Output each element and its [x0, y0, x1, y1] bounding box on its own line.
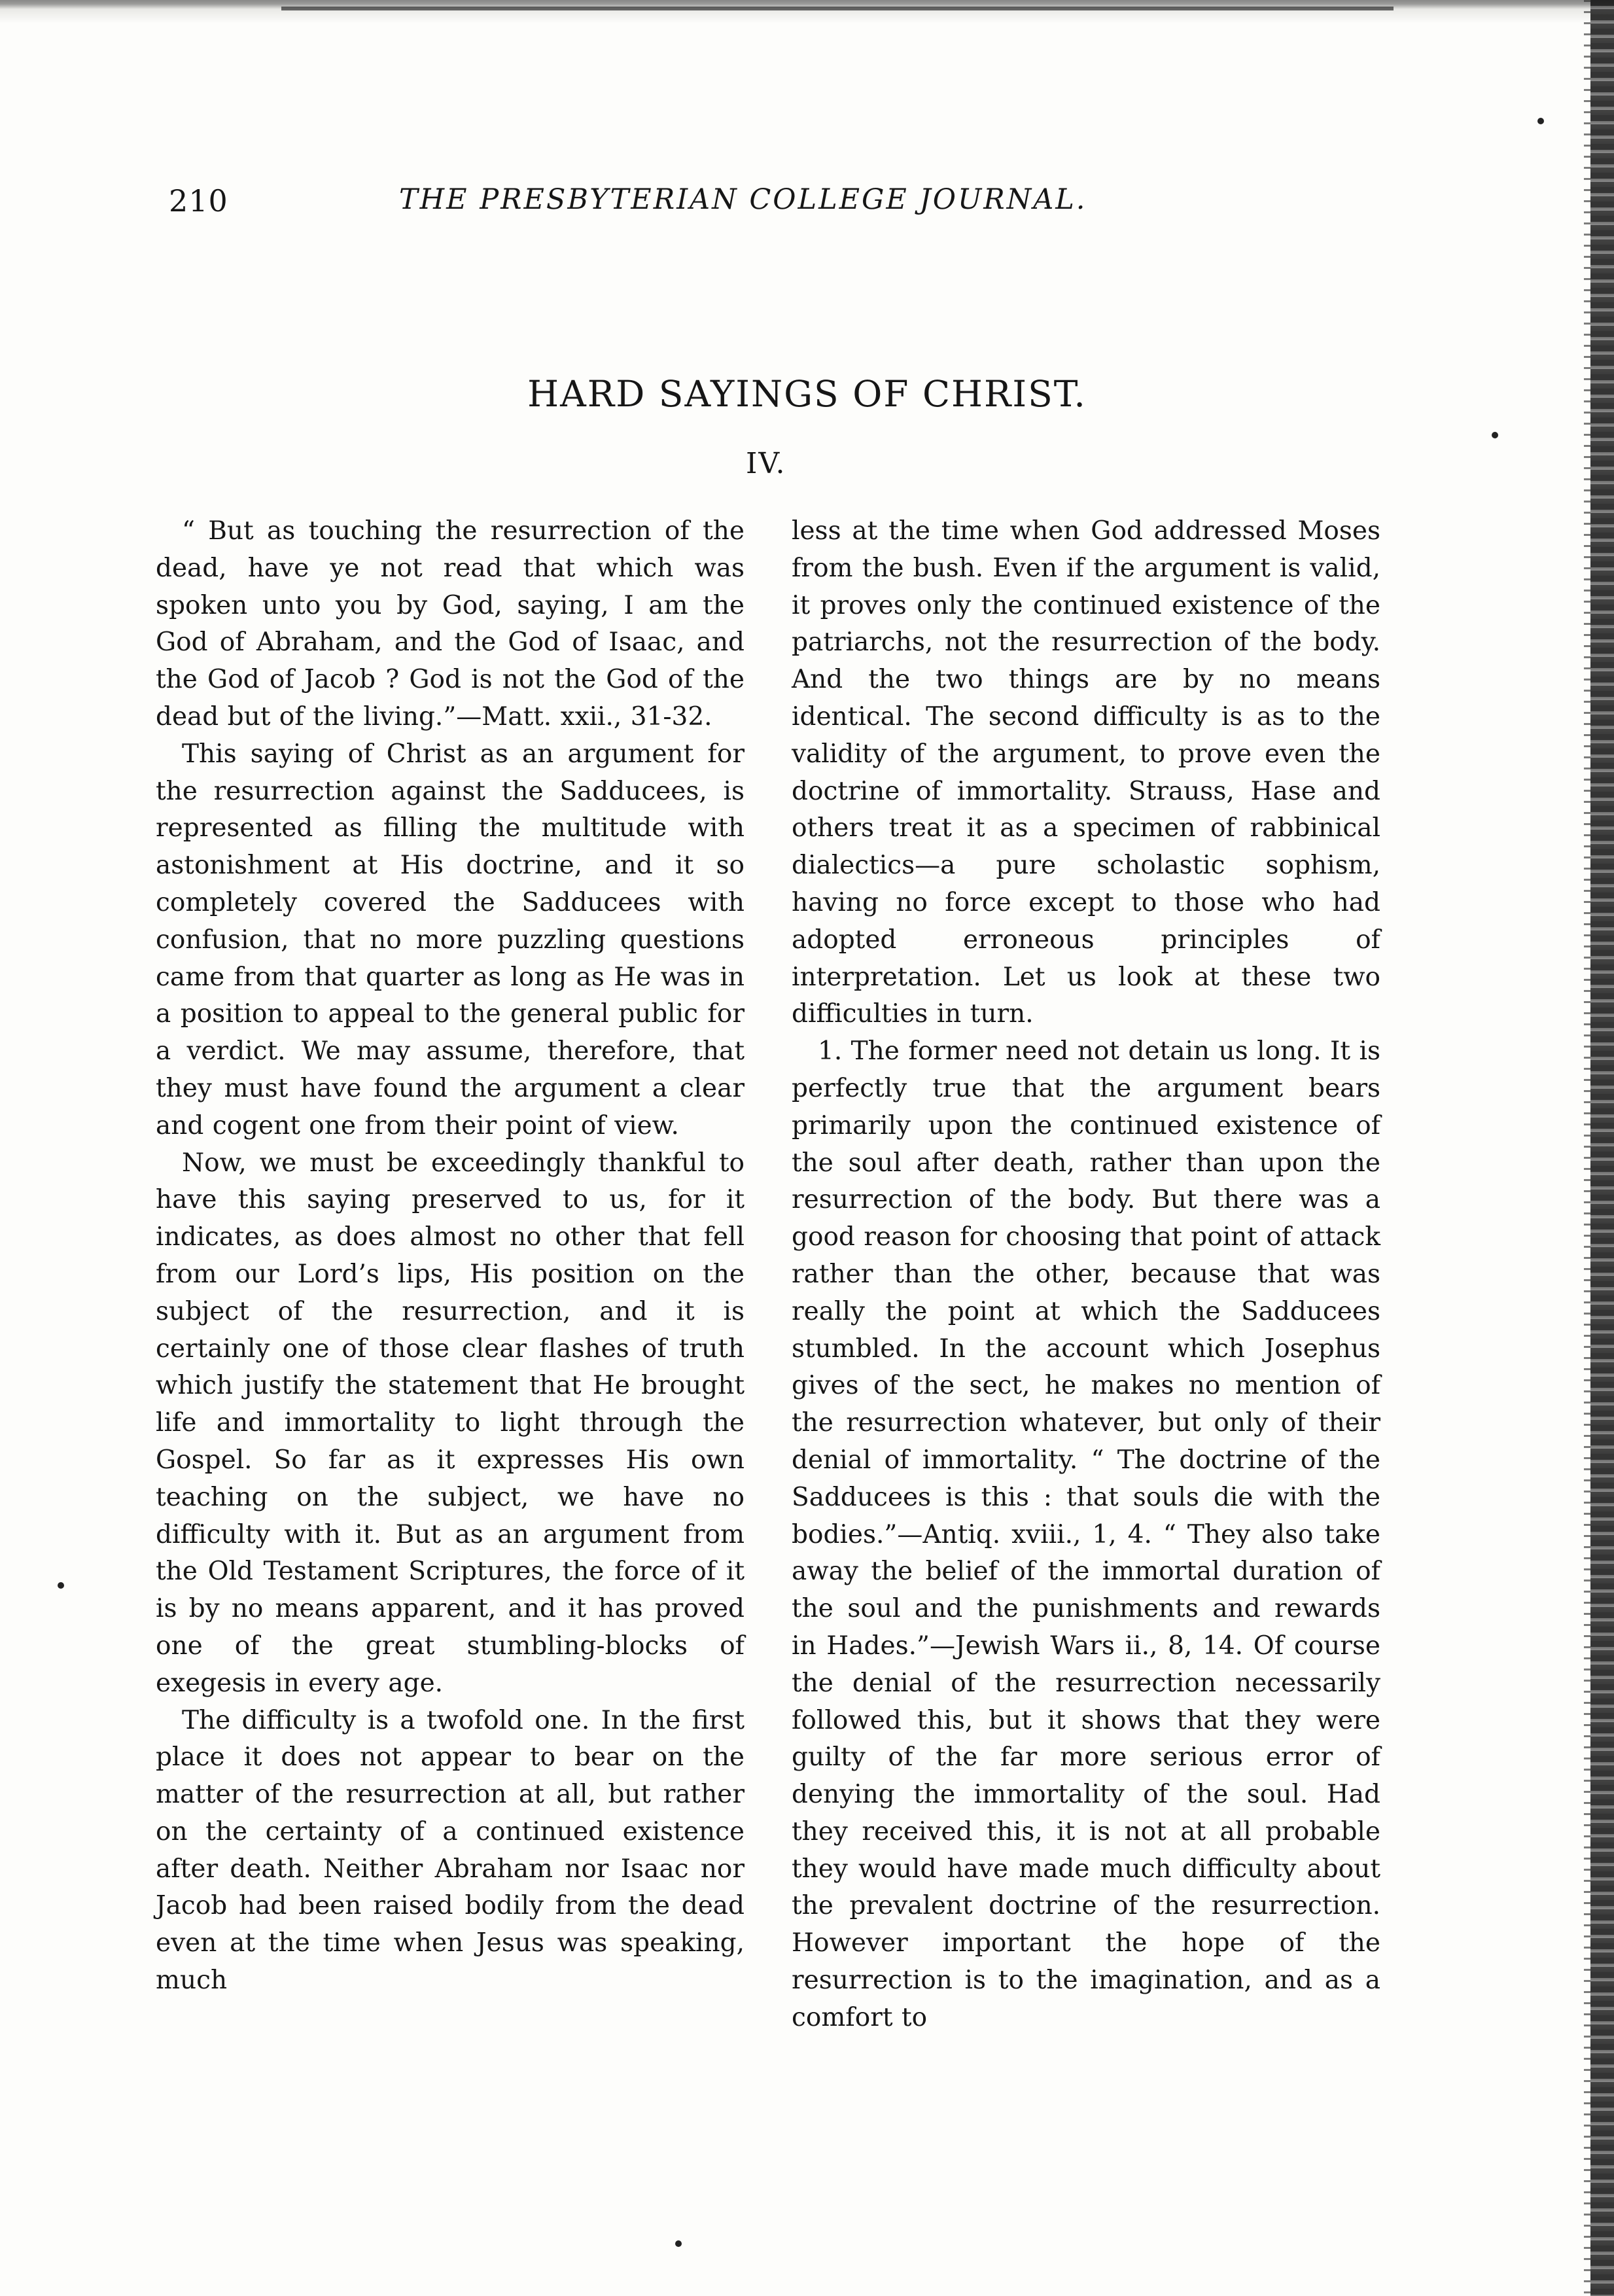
paragraph: “ But as touching the resurrection of the dead, have ye not read that which was spoken unto you by God, saying, I am the God of Abraham, and the God of Isaac, and the God of Jacob ? God is not the God of the dead but of the living.”—Matt. xxii., 31-32. — [156, 516, 745, 732]
page-number: 210 — [169, 183, 228, 219]
journal-title: THE PRESBYTERIAN COLLEGE JOURNAL. — [399, 183, 1087, 216]
article-part-number: IV. — [746, 447, 786, 480]
running-head — [169, 183, 1144, 222]
paragraph: The difficulty is a twofold one. In the first place it does not appear to bear on the matter of the resurrection at all, but rather on the certainty of a continued existence after death. Neither Abraham nor Isaac nor Jacob had been raised bodily from the dead even at the time when Jesus was speaking, much — [156, 1705, 745, 1996]
scan-top-rule — [281, 7, 1394, 10]
scan-speck — [675, 2240, 682, 2247]
paragraph: Now, we must be exceedingly thankful to have this saying preserved to us, for it indicates, as does almost no other that fell from our Lord’s lips, His position on the subject of the resurrection, and it is certainly one of those clear flashes of truth which justify the statement that He brought life and immortality to light through the Gospel. So far as it expresses His own teaching on the subject, we have no difficulty with it. But as an argument from the Old Testament Scriptures, the force of it is by no means apparent, and it has proved one of the great stumbling-blocks of exegesis in every age. — [156, 1148, 745, 1698]
scan-speck — [1537, 118, 1544, 124]
scan-top-edge — [0, 0, 1614, 24]
paragraph: 1. The former need not detain us long. It is perfectly true that the argument bears primarily upon the continued existence of the soul after death, rather than upon the resurrection of the body. But there was a good reason for choosing that point of attack rather than the other, because that was really the point at which the Sadducees stumbled. In the account which Josephus gives of the sect, he makes no mention of the resurrection whatever, but only of their denial of immortality. “ The doctrine of the Sadducees is this : that souls die with the bodies.”—Antiq. xviii., 1, 4. “ They also take away the belief of the immortal duration of the soul and the punishments and rewards in Hades.”—Jewish Wars ii., 8, 14. Of course the denial of the resurrection necessarily followed this, but it shows that they were guilty of the far more serious error of denying the immortality of the soul. Had they received this, it is not at all probable they would have made much difficulty about the prevalent doctrine of the resurrection. However important the hope of the resurrection is to the imagination, and as a comfort to — [792, 1036, 1380, 2032]
paragraph: This saying of Christ as an argument for the resurrection against the Sadducees, is represented as filling the multitude with astonishment at His doctrine, and it so completely covered the Sadducees with confusion, that no more puzzling questions came from that quarter as long as He was in a position to appeal to the general public for a verdict. We may assume, therefore, that they must have found the argument a clear and cogent one from their point of view. — [156, 739, 745, 1140]
left-column — [156, 513, 745, 2000]
scan-speck — [58, 1582, 64, 1589]
right-column — [792, 513, 1380, 2037]
article-title: HARD SAYINGS OF CHRIST. — [527, 373, 1087, 415]
paragraph: less at the time when God addressed Moses from the bush. Even if the argument is valid, it proves only the continued existence of the patriarchs, not the resurrection of the body. And the two things are by no means identical. The second difficulty is as to the validity of the argument, to prove even the doctrine of immortality. Strauss, Hase and others treat it as a specimen of rabbinical dialectics—a pure scholastic sophism, having no force except to those who had adopted erroneous principles of interpretation. Let us look at these two difficulties in turn. — [792, 516, 1380, 1029]
scan-speck — [1492, 432, 1498, 438]
scan-right-edge — [1590, 0, 1614, 2296]
scan-right-edge-shadow — [1584, 0, 1590, 2296]
